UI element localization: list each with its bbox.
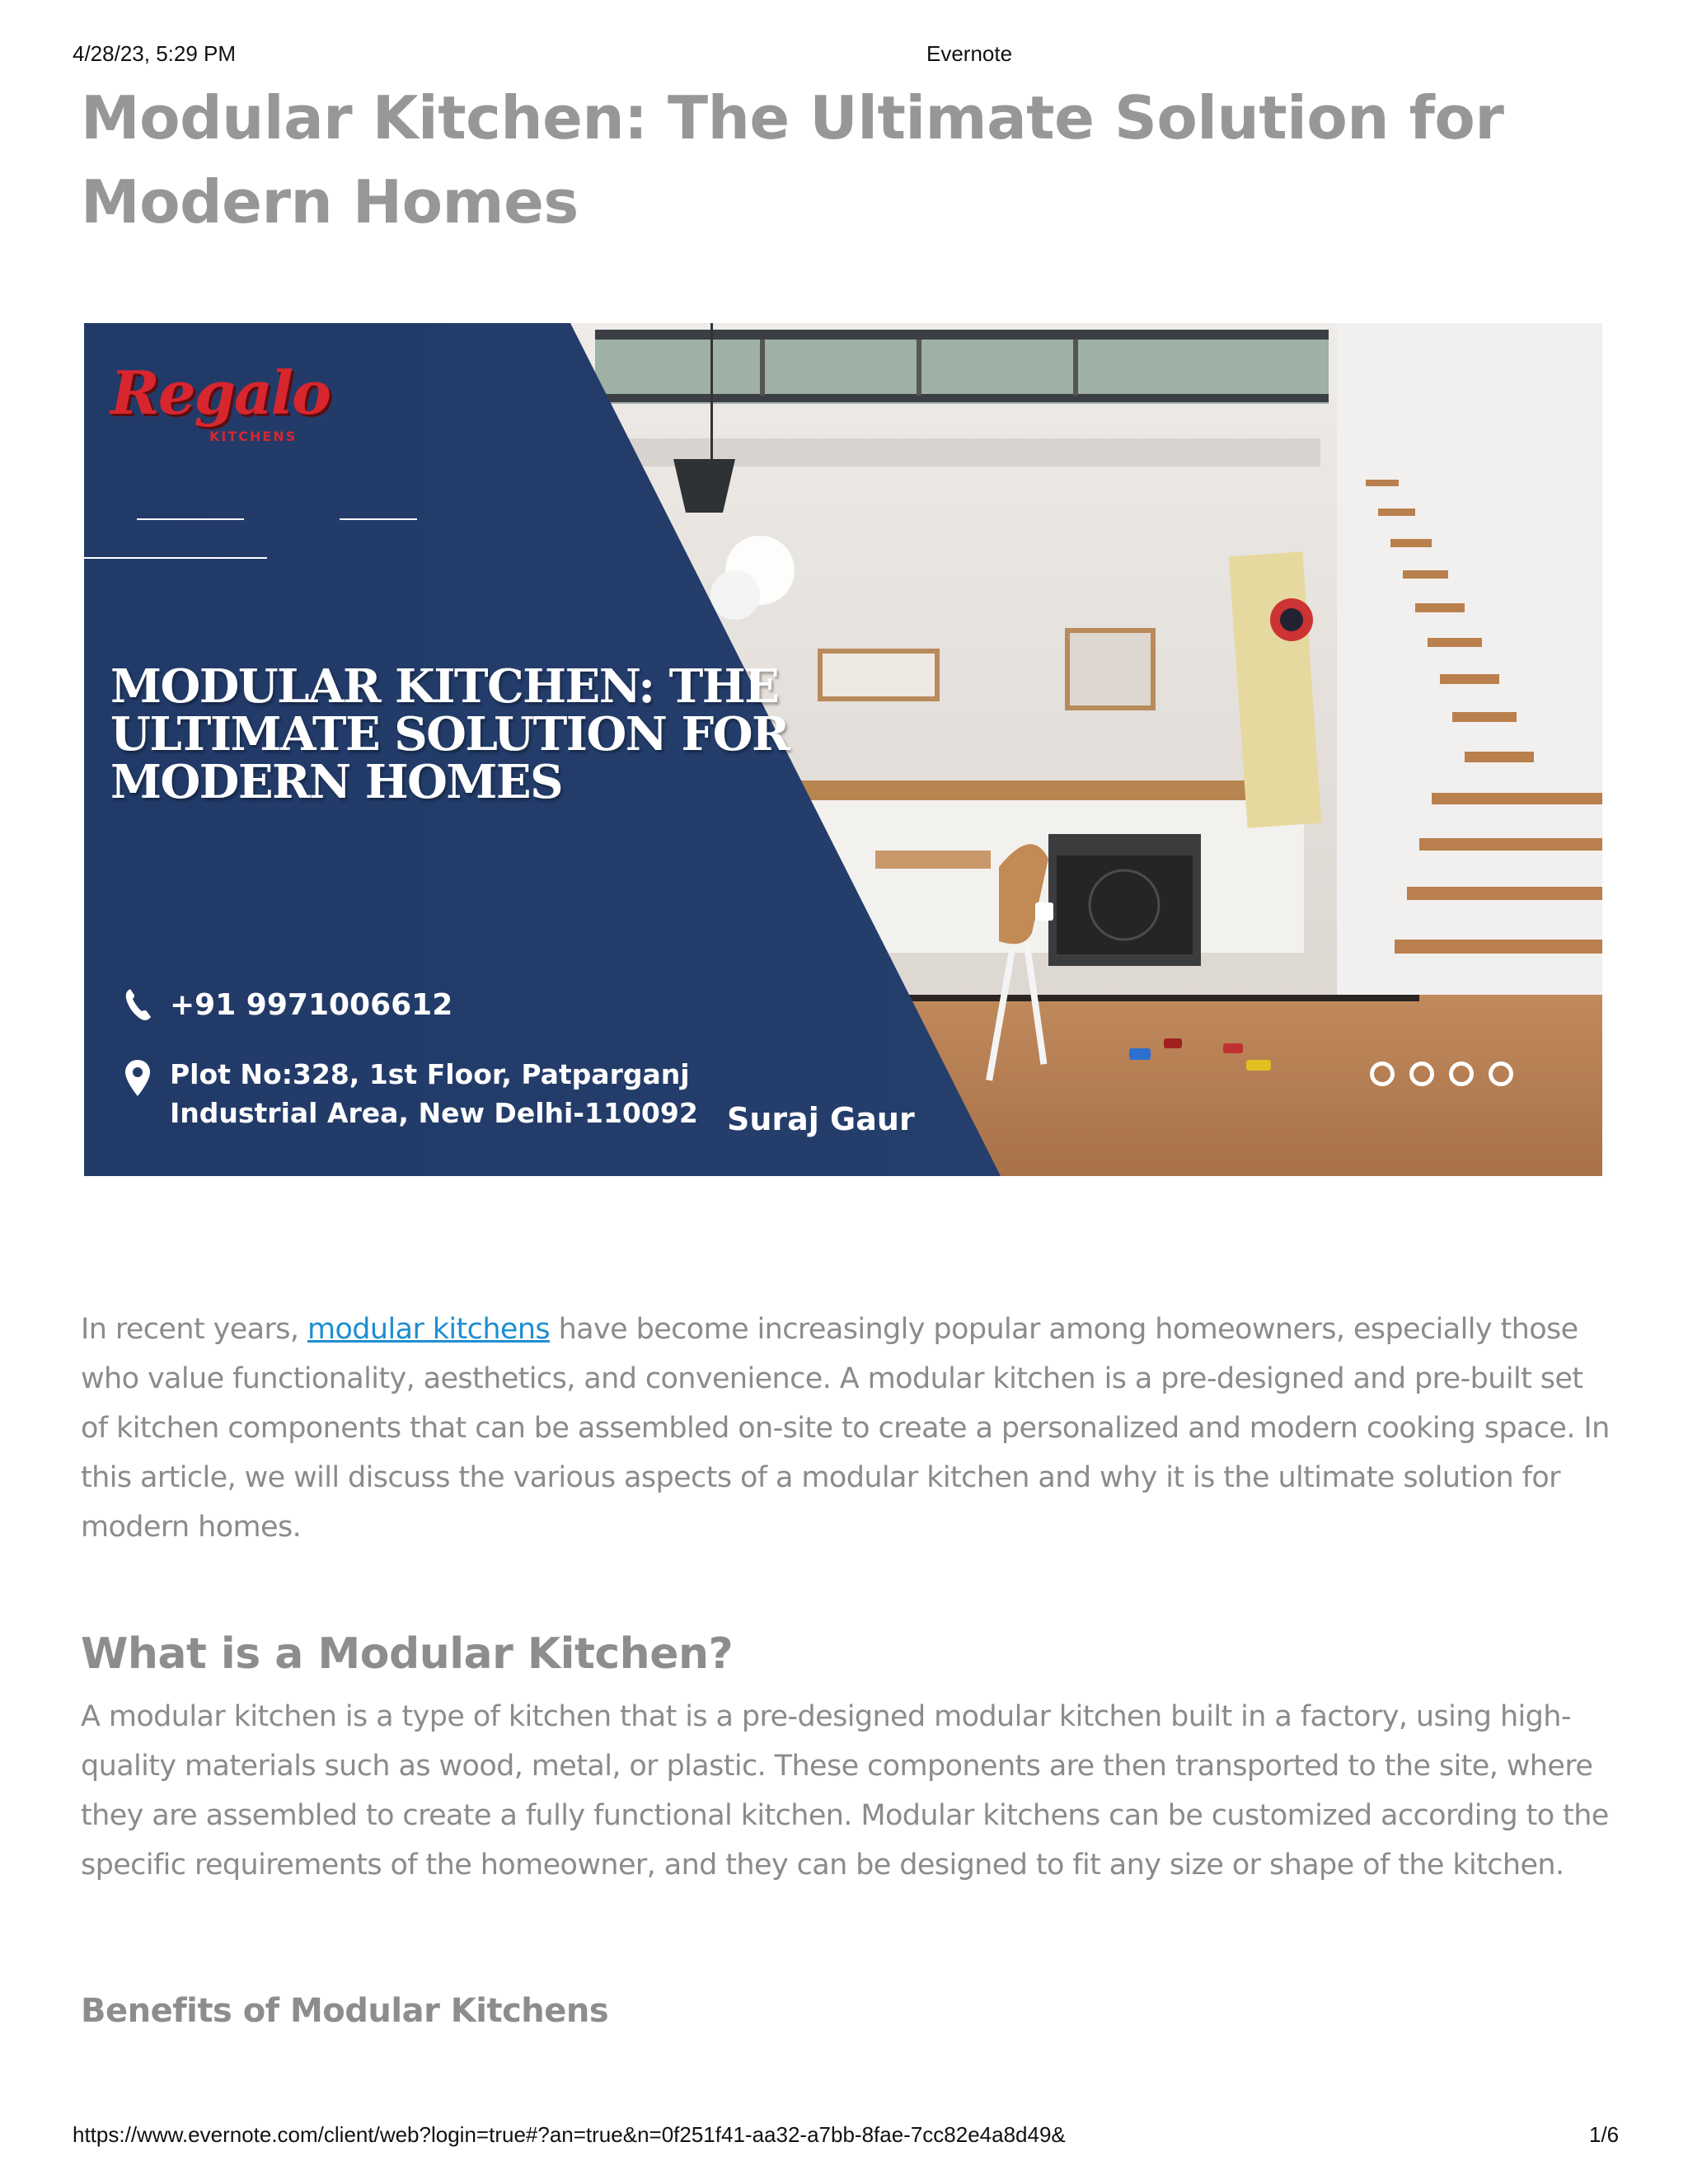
logo-wordmark: Regalo — [110, 358, 331, 428]
carousel-dot[interactable] — [1409, 1062, 1434, 1086]
logo-subtext: KITCHENS — [209, 429, 298, 444]
modular-kitchens-link[interactable]: modular kitchens — [307, 1313, 551, 1346]
section-heading-benefits: Benefits of Modular Kitchens — [81, 1992, 609, 2030]
hero-phone-number: +91 9971006612 — [170, 987, 453, 1022]
print-url: https://www.evernote.com/client/web?login=true#?an=true&n=0f251f41-aa32-a7bb-8fae-7cc82e4a8d49& — [73, 2122, 1066, 2147]
hero-author: Suraj Gaur — [727, 1101, 915, 1137]
hero-phone-row — [124, 982, 452, 1027]
phone-icon — [124, 987, 153, 1023]
carousel-dot[interactable] — [1489, 1062, 1513, 1086]
decorative-line — [84, 557, 267, 559]
carousel-dot[interactable] — [1370, 1062, 1395, 1086]
carousel-dots — [1370, 1062, 1513, 1086]
intro-text-after-link: have become increasingly popular among homeowners, especially those who value functionality, aesthetics, and convenience. A modular kitchen is a pre-designed and pre-built set of kitchen components that can be assembled on-site to create a personalized and modern cooking space. In this article, we will discuss the various aspects of a modular kitchen and why it is the ultimate solution for modern homes. — [81, 1313, 1610, 1544]
hero-address — [170, 1055, 698, 1132]
hero-heading: MODULAR KITCHEN: THE ULTIMATE SOLUTION FOR MODERN HOMES — [110, 659, 790, 809]
section-paragraph-what-is: A modular kitchen is a type of kitchen that is a pre-designed modular kitchen built in a factory, using high-quality materials such as wood, metal, or plastic. These components are then transported to the site, where they are assembled to create a fully functional kitchen. Modular kitchens can be customized according to the specific requirements of the homeowner, and they can be designed to fit any size or shape of the kitchen. — [81, 1700, 1609, 1882]
section-heading-what-is: What is a Modular Kitchen? — [81, 1629, 734, 1679]
print-page-number: 1/6 — [1589, 2122, 1620, 2147]
print-datetime: 4/28/23, 5:29 PM — [73, 41, 237, 66]
print-header — [0, 41, 1688, 69]
hero-address-line2: Industrial Area, New Delhi-110092 — [170, 1097, 698, 1129]
hero-address-line1: Plot No:328, 1st Floor, Patparganj — [170, 1058, 690, 1090]
intro-paragraph — [81, 1305, 1614, 1552]
decorative-line — [340, 518, 417, 520]
hero-address-row — [124, 1055, 698, 1132]
page-title: Modular Kitchen: The Ultimate Solution for Modern Homes — [81, 83, 1504, 237]
print-app-name: Evernote — [926, 41, 1013, 66]
decorative-line — [137, 518, 244, 520]
hero-banner-image — [84, 323, 1602, 1176]
brand-logo — [110, 358, 331, 452]
carousel-dot[interactable] — [1449, 1062, 1474, 1086]
location-pin-icon — [124, 1058, 152, 1098]
intro-text-before-link: In recent years, — [81, 1313, 307, 1346]
